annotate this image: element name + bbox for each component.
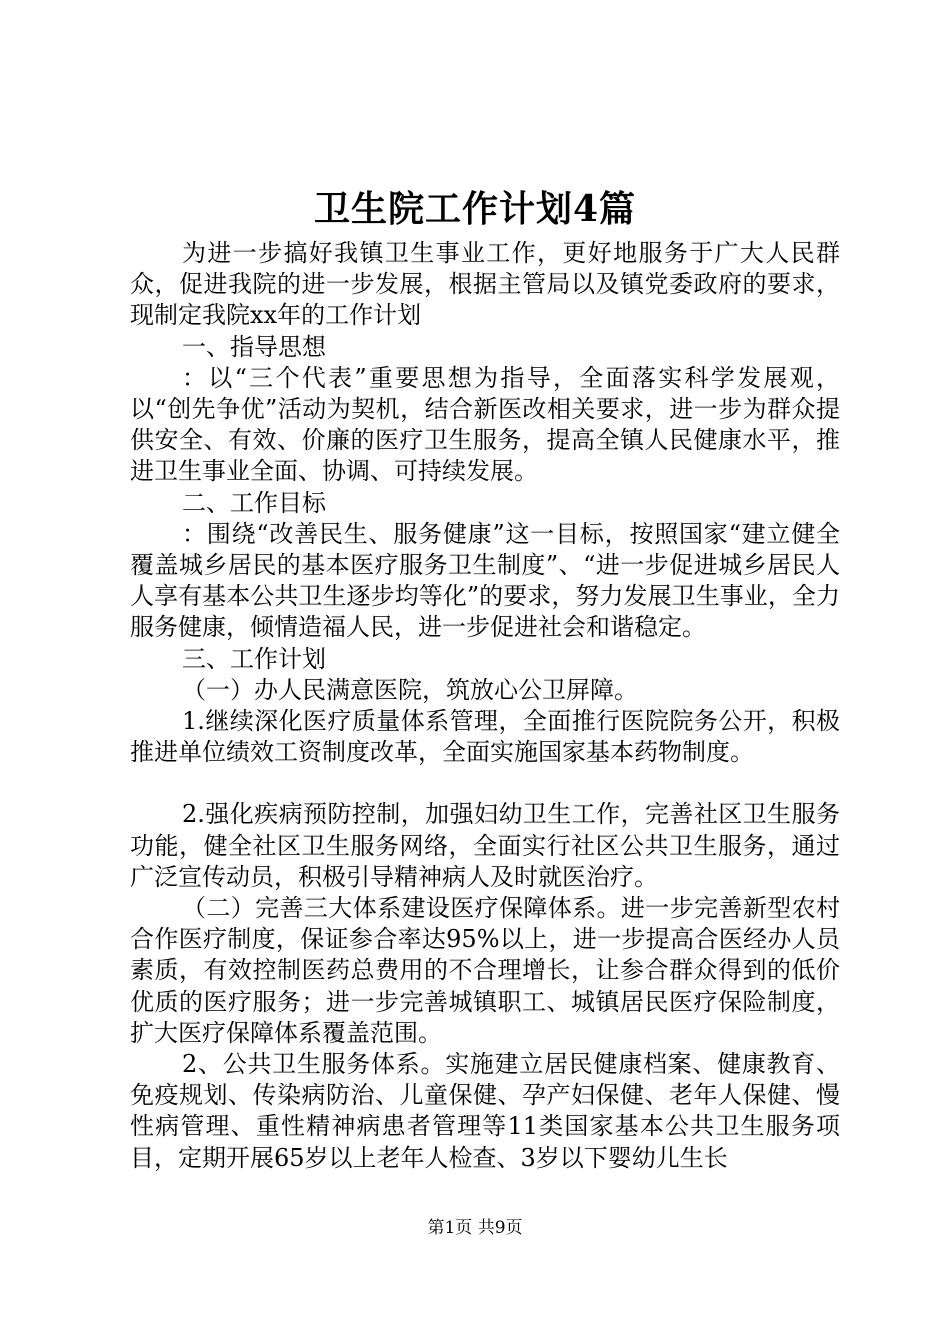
intro-paragraph: 为进一步搞好我镇卫生事业工作，更好地服务于广大人民群众，促进我院的进一步发展，根据主管局以及镇党委政府的要求，现制定我院xx年的工作计划: [130, 239, 840, 330]
section-heading-work-plan: 三、工作计划: [182, 644, 326, 673]
document-title: 卫生院工作计划4篇: [313, 188, 637, 230]
section-heading-guiding-ideology: 一、指导思想: [182, 332, 326, 361]
page-footer: 第1页 共9页: [427, 1218, 523, 1238]
section-heading-work-goals: 二、工作目标: [182, 488, 326, 517]
work-goals-paragraph: ：围绕“改善民生、服务健康”这一目标，按照国家“建立健全覆盖城乡居民的基本医疗服务卫生制度”、“进一步促进城乡居民人人享有基本公共卫生逐步均等化”的要求，努力发展卫生事业，全力服务健康，倾情造福人民，进一步促进社会和谐稳定。: [130, 519, 840, 642]
subsection-two-paragraph: （二）完善三大体系建设医疗保障体系。进一步完善新型农村合作医疗制度，保证参合率达95%以上，进一步提高合医经办人员素质，有效控制医药总费用的不合理增长，让参合群众得到的低价优质的医疗服务；进一步完善城镇职工、城镇居民医疗保险制度，扩大医疗保障体系覆盖范围。: [130, 894, 840, 1047]
guiding-ideology-paragraph: ：以“三个代表”重要思想为指导，全面落实科学发展观，以“创先争优”活动为契机，结合新医改相关要求，进一步为群众提供安全、有效、价廉的医疗卫生服务，提高全镇人民健康水平，推进卫生事业全面、协调、可持续发展。: [130, 363, 840, 486]
document-body: [130, 238, 840, 1174]
subsection-heading-one: （一）办人民满意医院，筑放心公卫屏障。: [182, 675, 638, 704]
paragraph-gap: [130, 768, 840, 799]
plan-item-2-paragraph: 2.强化疾病预防控制，加强妇幼卫生工作，完善社区卫生服务功能，健全社区卫生服务网络，全面实行社区公共卫生服务，通过广泛宣传动员，积极引导精神病人及时就医治疗。: [130, 800, 840, 891]
plan-item-1-paragraph: 1.继续深化医疗质量体系管理，全面推行医院院务公开，积极推进单位绩效工资制度改革，全面实施国家基本药物制度。: [130, 707, 840, 767]
public-health-paragraph: 2、公共卫生服务体系。实施建立居民健康档案、健康教育、免疫规划、传染病防治、儿童保健、孕产妇保健、老年人保健、慢性病管理、重性精神病患者管理等11类国家基本公共卫生服务项目，定期开展65岁以上老年人检查、3岁以下婴幼儿生长: [130, 1050, 840, 1172]
